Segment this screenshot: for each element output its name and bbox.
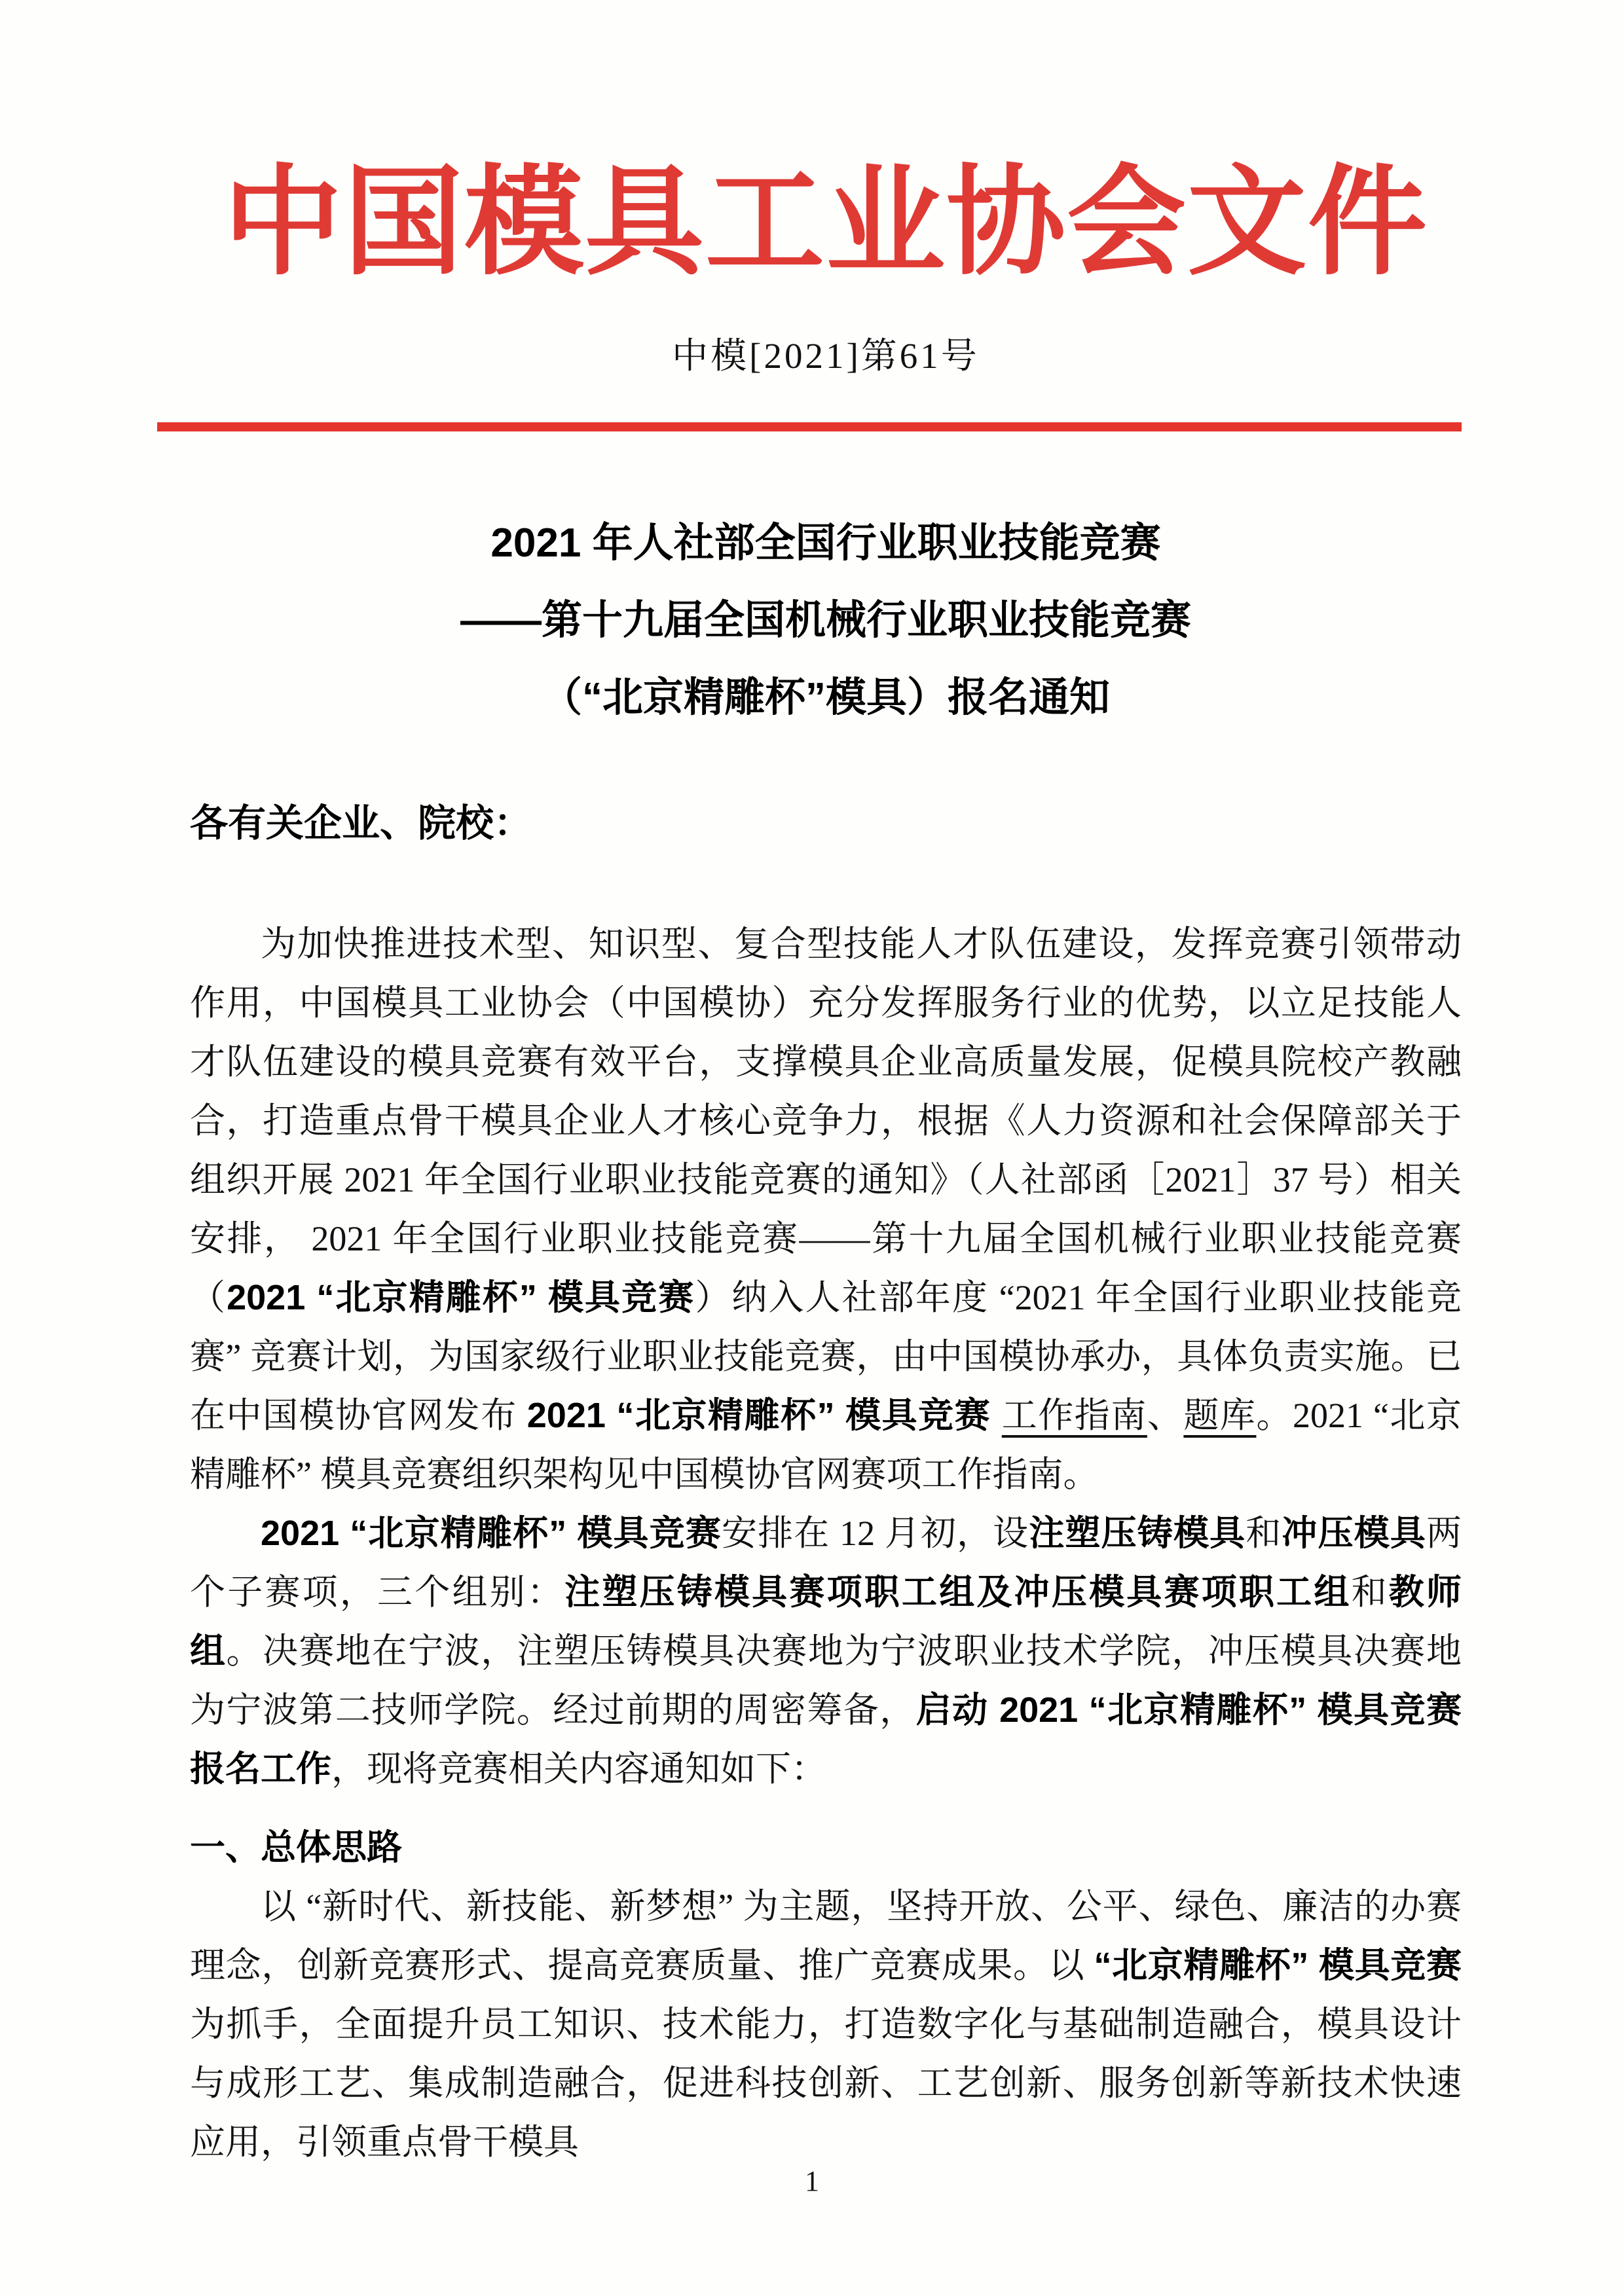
letterhead-org-title: 中国模具工业协会文件	[223, 158, 1428, 289]
body-paragraph-2: 2021 “北京精雕杯” 模具竞赛安排在 12 月初，设注塑压铸模具和冲压模具两个子赛项，三个组别：注塑压铸模具赛项职工组及冲压模具赛项职工组和教师组。决赛地在宁波，注塑压铸模具决赛地为宁波职业技术学院，冲压模具决赛地为宁波第二技师学院。经过前期的周密筹备，启动 2021 “北京精雕杯” 模具竞赛报名工作，现将竞赛相关内容通知如下：	[190, 1513, 1462, 1789]
document-title-line-1: 2021 年人社部全国行业职业技能竞赛	[490, 520, 1161, 566]
document-content	[0, 158, 1624, 2172]
section-heading-1: 一、总体思路	[190, 1827, 402, 1867]
body-paragraph-1: 为加快推进技术型、知识型、复合型技能人才队伍建设，发挥竞赛引领带动作用，中国模具工业协会（中国模协）充分发挥服务行业的优势，以立足技能人才队伍建设的模具竞赛有效平台，支撑模具企业高质量发展，促模具院校产教融合，打造重点骨干模具企业人才核心竞争力，根据《人力资源和社会保障部关于组织开展 2021 年全国行业职业技能竞赛的通知》（人社部函［2021］37 号）相关安排， 2021 年全国行业职业技能竞赛——第十九届全国机械行业职业技能竞赛（2021 “北京精雕杯” 模具竞赛）纳入人社部年度 “2021 年全国行业职业技能竞赛” 竞赛计划，为国家级行业职业技能竞赛，由中国模协承办，具体负责实施。已在中国模协官网发布 2021 “北京精雕杯” 模具竞赛 工作指南、题库。2021 “北京精雕杯” 模具竞赛组织架构见中国模协官网赛项工作指南。	[190, 924, 1462, 1494]
document-title	[190, 505, 1462, 737]
body-paragraph-3: 以 “新时代、新技能、新梦想” 为主题，坚持开放、公平、绿色、廉洁的办赛理念，创新竞赛形式、提高竞赛质量、推广竞赛成果。以 “北京精雕杯” 模具竞赛为抓手，全面提升员工知识、技术能力，打造数字化与基础制造融合，模具设计与成形工艺、集成制造融合，促进科技创新、工艺创新、服务创新等新技术快速应用，引领重点骨干模具	[190, 1886, 1462, 2162]
document-body	[190, 915, 1462, 2172]
page-number: 1	[805, 2165, 819, 2197]
document-title-line-3: （“北京精雕杯”模具）报名通知	[541, 674, 1110, 720]
salutation: 各有关企业、院校：	[190, 801, 532, 845]
document-number: 中模[2021]第61号	[672, 335, 980, 376]
red-divider-line	[157, 422, 1462, 431]
document-title-line-2: ——第十九届全国机械行业职业技能竞赛	[460, 597, 1191, 643]
